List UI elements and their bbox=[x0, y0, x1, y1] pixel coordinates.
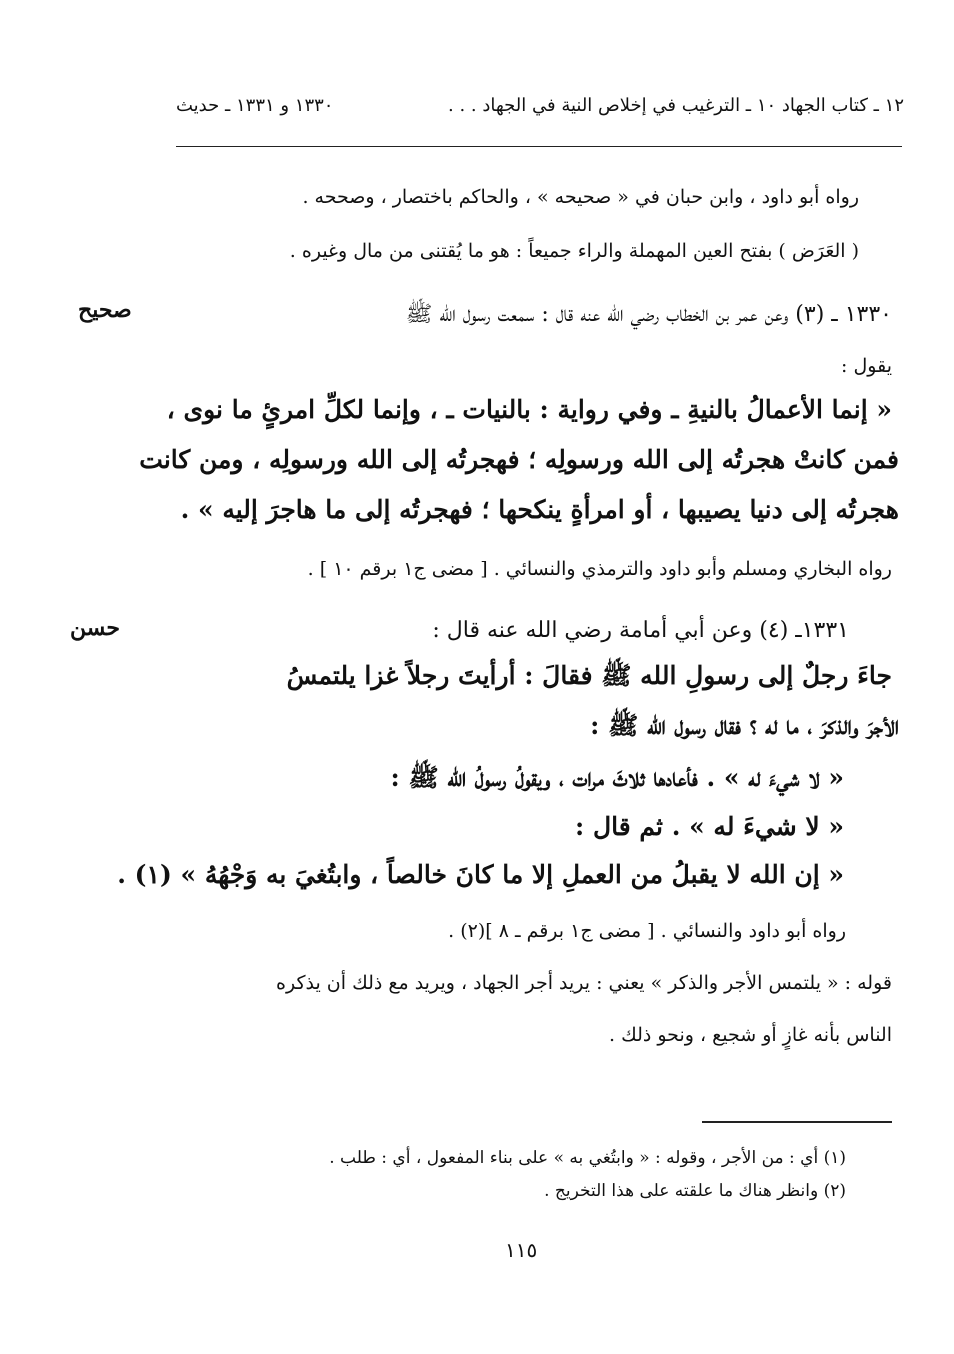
hadith-1331-line-1: جاءَ رجلٌ إلى رسولِ الله ﷺ فقالَ : أرأيتَ رجلاً غزا يلتمسُ bbox=[286, 661, 892, 690]
footnote-2: (٢) وانظر هناك ما علقته على هذا التخريج . bbox=[544, 1181, 846, 1201]
hadith-1330-intro-cont: يقول : bbox=[841, 355, 892, 377]
grade-label: حسن bbox=[70, 615, 120, 641]
hadith-1330-source: رواه البخاري ومسلم وأبو داود والترمذي والنسائي . [ مضى ج١ برقم ١٠ ] . bbox=[307, 558, 892, 580]
hadith-1331-line-4: « لا شيءَ له » . ثم قال : bbox=[575, 812, 844, 841]
page-number: ١١٥ bbox=[505, 1238, 538, 1262]
paragraph-gloss: ( العَرَض ) بفتح العين المهملة والراء جميعاً : هو ما يُقتنى من مال وغيره . bbox=[289, 240, 859, 262]
commentary-line-1: قوله : « يلتمس الأجر والذكر » يعني : يريد أجر الجهاد ، ويريد مع ذلك أن يذكره bbox=[276, 972, 892, 994]
hadith-1331-intro: ١٣٣١ـ (٤) وعن أبي أمامة رضي الله عنه قال : bbox=[432, 618, 849, 643]
hadith-1330-line-2: فمن كانتْ هجرتُه إلى الله ورسولِه ؛ فهجرتُه إلى الله ورسولِه ، ومن كانت bbox=[139, 445, 899, 474]
hadith-1331-line-2: الأجرَ والذكرَ ، ما له ؟ فقال رسول الله ﷺ : bbox=[590, 711, 899, 740]
header-left: ١٣٣٠ و ١٣٣١ ـ حديث bbox=[176, 95, 334, 116]
header-rule bbox=[176, 146, 902, 147]
hadith-1331-line-3: « لا شيءَ له » . فأعادها ثلاثَ مرات ، ويقولُ رسولُ الله ﷺ : bbox=[390, 763, 844, 792]
hadith-1331-line-5: « إن الله لا يقبلُ من العملِ إلا ما كانَ خالصاً ، وابتُغيَ به وَجْهُهُ » (١) . bbox=[117, 860, 844, 889]
commentary-line-2: الناس بأنه غازٍ أو شجيع ، ونحو ذلك . bbox=[608, 1024, 892, 1046]
footnote-rule bbox=[702, 1121, 892, 1123]
hadith-1330-intro: ١٣٣٠ ـ (٣) وعن عمر بن الخطاب رضي الله عنه قال : سمعت رسول الله ﷺ bbox=[405, 302, 892, 327]
hadith-1330-line-3: هجرتُه إلى دنيا يصيبها ، أو امرأةٍ ينكحها ؛ فهجرتُه إلى ما هاجرَ إليه » . bbox=[180, 495, 899, 524]
paragraph-source: رواه أبو داود ، وابن حبان في « صحيحه » ، والحاكم باختصار ، وصححه . bbox=[302, 186, 859, 208]
header-right: ١٢ ـ كتاب الجهاد ١٠ ـ الترغيب في إخلاص النية في الجهاد . . . bbox=[448, 95, 904, 116]
footnote-1: (١) أي : من الأجر ، وقوله : « وابتُغي به » على بناء المفعول ، أي : طلب . bbox=[329, 1148, 846, 1168]
grade-label: صحيح bbox=[78, 297, 132, 323]
hadith-1330-line-1: « إنما الأعمالُ بالنيةِ ـ وفي رواية : بالنيات ـ ، وإنما لكلِّ امرئٍ ما نوى ، bbox=[166, 395, 892, 424]
hadith-1331-source: رواه أبو داود والنسائي . [ مضى ج١ برقم ـ ٨ ](٢) . bbox=[448, 920, 846, 942]
